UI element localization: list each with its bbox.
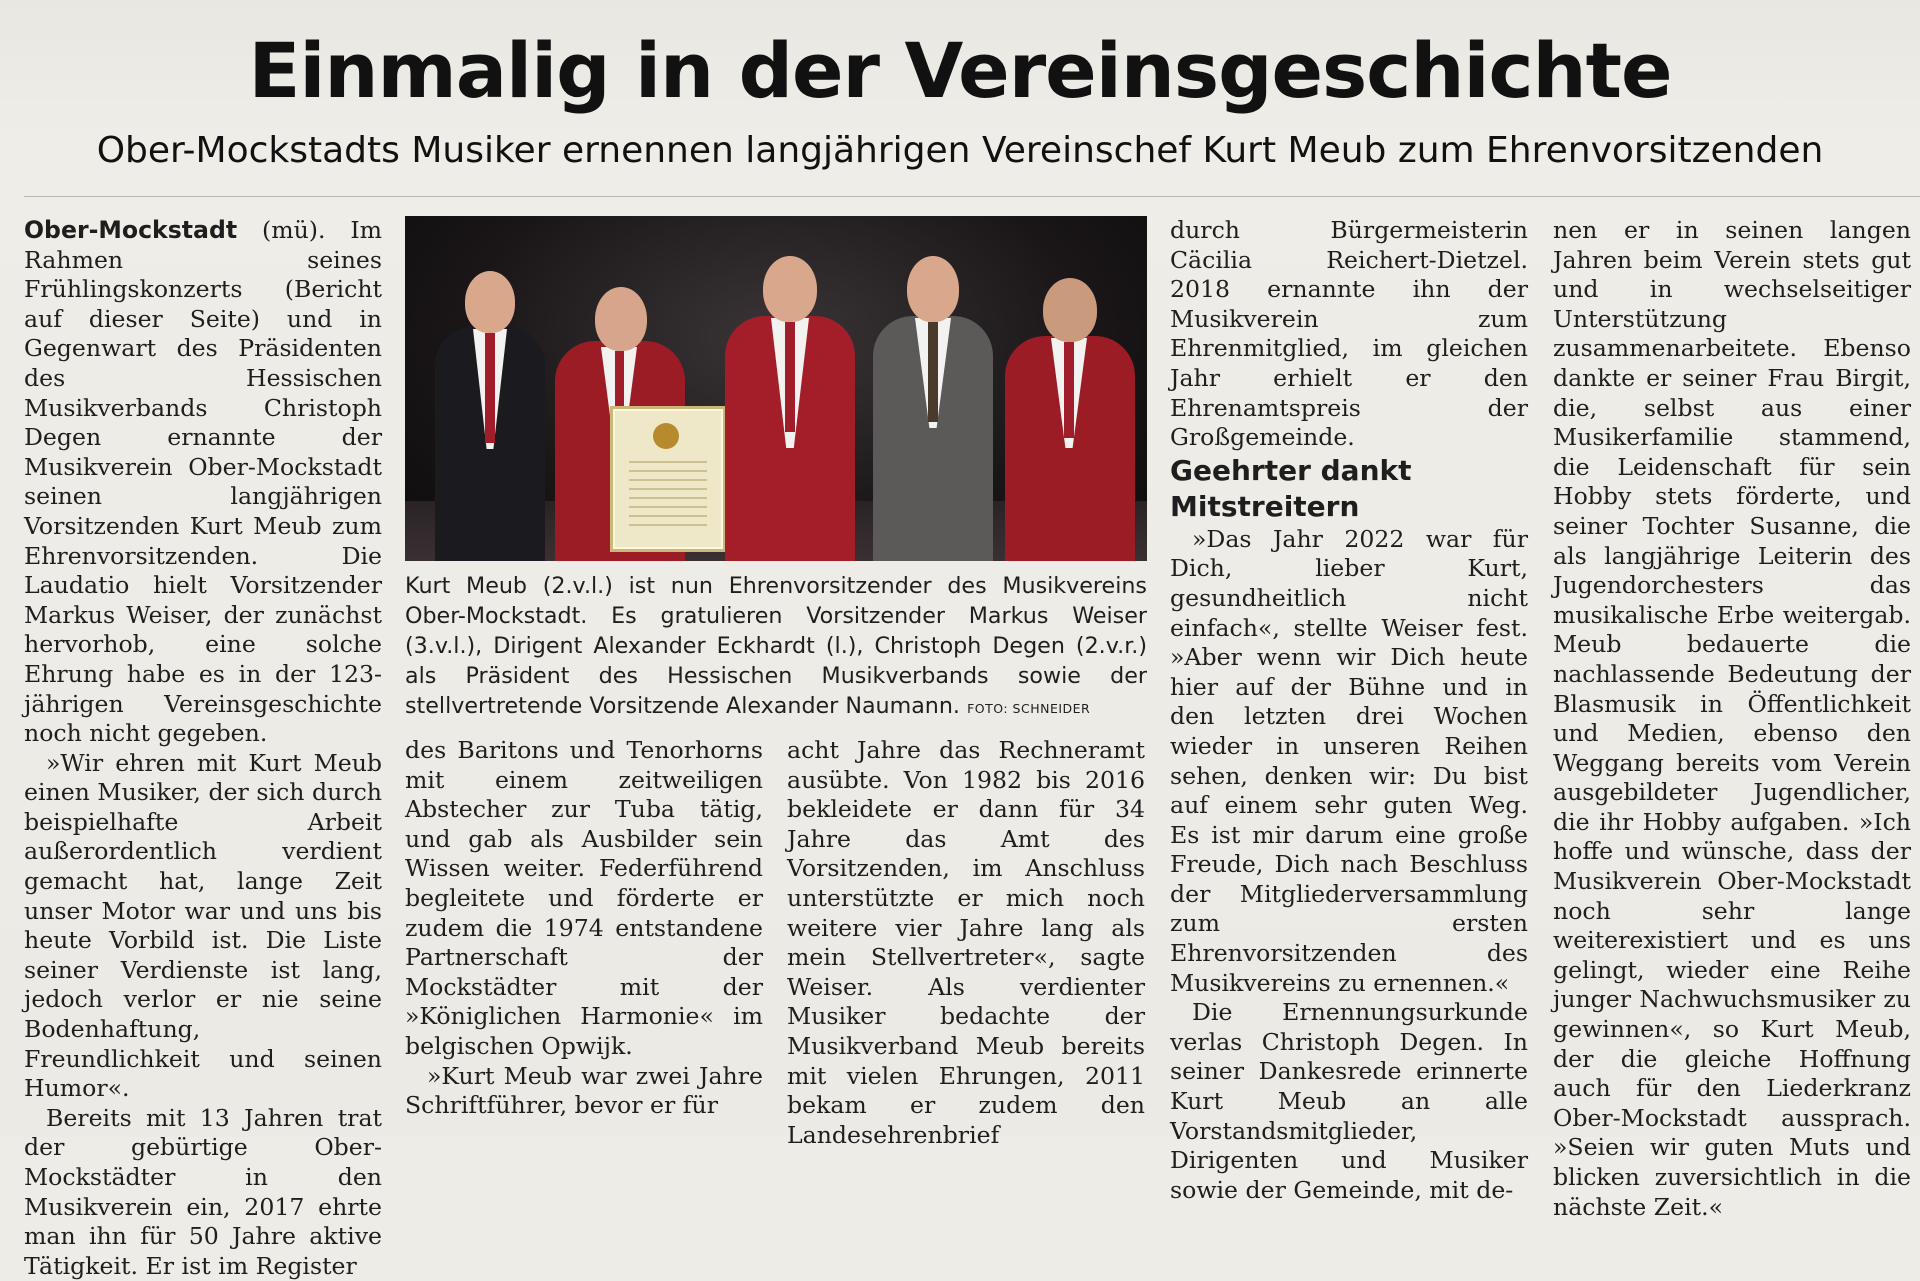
paragraph: durch Bürgermeisterin Cäcilia Reichert-Dietzel. 2018 ernannte ihn der Musikverein zum Ehrenmitglied, im gleichen Jahr erhielt er den Ehrenamtspreis der Großgemeinde. [1170,216,1528,452]
text-column-5 [1553,216,1911,1221]
photo-credit: FOTO: SCHNEIDER [967,701,1091,716]
text-column-2 [405,736,763,1120]
person-naumann [1005,276,1135,561]
article-photo [405,216,1147,561]
paragraph: »Kurt Meub war zwei Jahre Schriftführer, bevor er für [405,1061,763,1120]
paragraph: acht Jahre das Rechneramt ausübte. Von 1982 bis 2016 bekleidete er dann für 34 Jahre das Amt des Vorsitzenden, im Anschluss unterstützte er mich noch weitere vier Jahre lang als mein Stellvertreter«, sagte Weiser. Als verdienter Musiker bedachte der Musikverband Meub bereits mit vielen Ehrungen, 2011 bekam er zudem den Landesehrenbrief [787,736,1145,1149]
paragraph: Die Ernennungsurkunde verlas Christoph Degen. In seiner Dankesrede erinnerte Kurt Meub an alle Vorstandsmitglieder, Dirigenten und Musiker sowie der Gemeinde, mit de- [1170,998,1528,1204]
article-subheadline: Ober-Mockstadts Musiker ernennen langjährigen Vereinschef Kurt Meub zum Ehrenvorsitzenden [96,130,1824,171]
text-column-1 [24,216,383,1280]
person-eckhardt [435,271,545,561]
paragraph: Bereits mit 13 Jahren trat der gebürtige Ober-Mockstädter in den Musikverein ein, 2017 ehrte man ihn für 50 Jahre aktive Tätigkeit. Er ist im Register [24,1103,382,1280]
dateline: Ober-Mockstadt [24,216,238,244]
person-weiser [725,256,855,561]
divider [24,196,1920,197]
text-column-4 [1170,216,1528,1204]
photo-caption: Kurt Meub (2.v.l.) ist nun Ehrenvorsitzender des Musikvereins Ober-Mockstadt. Es gratulieren Vorsitzender Markus Weiser (3.v.l.), Dirigent Alexander Eckhardt (l.), Christoph Degen (2.v.r.) als Präsident des Hessischen Musikverbands sowie der stellvertretende Vorsitzende Alexander Naumann. FOTO: SCHNEIDER [405,573,1147,719]
paragraph: Ober-Mockstadt (mü). Im Rahmen seines Frühlingskonzerts (Bericht auf dieser Seite) und in Gegenwart des Präsidenten des Hessischen Musikverbands Christoph Degen ernannte der Musikverein Ober-Mockstadt seinen langjährigen Vorsitzenden Kurt Meub zum Ehrenvorsitzenden. Die Laudatio hielt Vorsitzender Markus Weiser, der zunächst hervorhob, eine solche Ehrung habe es in der 123-jährigen Vereinsgeschichte noch nicht gegeben. [24,216,383,748]
person-degen [873,256,993,561]
section-subtitle: Geehrter dankt Mitstreitern [1170,453,1412,523]
paragraph: »Das Jahr 2022 war für Dich, lieber Kurt, gesundheitlich nicht einfach«, stellte Weiser fest. »Aber wenn wir Dich heute hier auf der Bühne und in den letzten drei Wochen wieder in unseren Reihen sehen, denken wir: Du bist auf einem sehr guten Weg. Es ist mir darum eine große Freude, Dich nach Beschluss der Mitgliederversammlung zum ersten Ehrenvorsitzenden des Musikvereins zu ernennen.« [1170,524,1528,997]
honorary-certificate [610,406,726,552]
paragraph: »Wir ehren mit Kurt Meub einen Musiker, der sich durch beispielhafte Arbeit außerordentlich verdient gemacht hat, lange Zeit unser Motor war und uns bis heute Vorbild ist. Die Liste seiner Verdienste ist lang, jedoch verlor er nie seine Bodenhaftung, Freundlichkeit und seinen Humor«. [24,748,382,1103]
paragraph: nen er in seinen langen Jahren beim Verein stets gut und in wechselseitiger Unterstützung zusammenarbeitete. Ebenso dankte er seiner Frau Birgit, die, selbst aus einer Musikerfamilie stammend, die Leidenschaft für sein Hobby stets förderte, und seiner Tochter Susanne, die als langjährige Leiterin des Jugendorchesters das musikalische Erbe weitergab. Meub bedauerte die nachlassende Bedeutung der Blasmusik in Öffentlichkeit und Medien, ebenso den Weggang bereits vom Verein ausgebildeter Jugendlicher, die ihr Hobby aufgaben. »Ich hoffe und wünsche, dass der Musikverein Ober-Mockstadt noch sehr lange weiterexistiert und es uns gelingt, wieder eine Reihe junger Nachwuchsmusiker zu gewinnen«, so Kurt Meub, der die gleiche Hoffnung auch für den Liederkranz Ober-Mockstadt aussprach. »Seien wir guten Muts und blicken zuversichtlich in die nächste Zeit.« [1553,216,1911,1221]
paragraph: des Baritons und Tenorhorns mit einem zeitweiligen Abstecher zur Tuba tätig, und gab als Ausbilder sein Wissen weiter. Federführend begleitete und förderte er zudem die 1974 entstandene Partnerschaft der Mockstädter mit der »Königlichen Harmonie« im belgischen Opwijk. [405,736,763,1060]
article-headline: Einmalig in der Vereinsgeschichte [248,26,1672,115]
text-column-3 [787,736,1145,1149]
